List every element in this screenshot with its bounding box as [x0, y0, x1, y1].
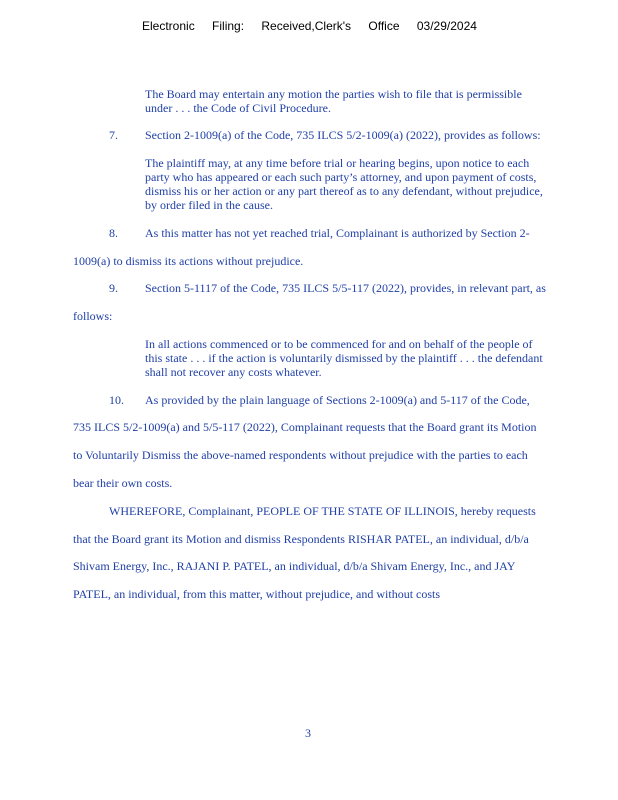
wherefore-line: PATEL, an individual, from this matter, without prejudice, and without costs: [73, 587, 441, 601]
quote-2-line: party who has appeared or each such party’s attorney, and upon payment of costs,: [145, 170, 537, 184]
paragraph-8-number: 8.: [109, 226, 118, 240]
paragraph-10-line: bear their own costs.: [73, 476, 173, 490]
quote-1-line: The Board may entertain any motion the parties wish to file that is permissible: [145, 87, 522, 101]
header-office: Office: [368, 19, 400, 33]
header-received: Received,Clerk's: [261, 19, 352, 33]
header-date: 03/29/2024: [416, 19, 477, 33]
wherefore-line: that the Board grant its Motion and dismiss Respondents RISHAR PATEL, an individual, d/b/a: [73, 532, 529, 546]
quote-2-line: by order filed in the cause.: [145, 198, 273, 212]
wherefore-line: Shivam Energy, Inc., RAJANI P. PATEL, an individual, d/b/a Shivam Energy, Inc., and JAY: [73, 559, 516, 573]
paragraph-10-line: to Voluntarily Dismiss the above-named respondents without prejudice with the parties to each: [73, 448, 528, 462]
quote-2-line: The plaintiff may, at any time before trial or hearing begins, upon notice to each: [145, 156, 530, 170]
quote-1-line: under . . . the Code of Civil Procedure.: [145, 101, 331, 115]
quote-3-line: this state . . . if the action is voluntarily dismissed by the plaintiff . . . the defendant: [145, 351, 543, 365]
filing-stamp-header: [142, 19, 491, 33]
paragraph-9-line: Section 5-1117 of the Code, 735 ILCS 5/5-117 (2022), provides, in relevant part, as: [145, 281, 546, 295]
paragraph-10-line: 735 ILCS 5/2-1009(a) and 5/5-117 (2022), Complainant requests that the Board grant its Motion: [73, 420, 537, 434]
paragraph-9-number: 9.: [109, 281, 118, 295]
header-filing: Filing:: [212, 19, 245, 33]
paragraph-8-line: As this matter has not yet reached trial, Complainant is authorized by Section 2-: [145, 226, 530, 240]
paragraph-9-line: follows:: [73, 309, 113, 323]
paragraph-7-text: Section 2-1009(a) of the Code, 735 ILCS 5/2-1009(a) (2022), provides as follows:: [145, 128, 541, 142]
quote-2-line: dismiss his or her action or any part thereof as to any defendant, without prejudice,: [145, 184, 543, 198]
paragraph-10-number: 10.: [109, 393, 124, 407]
paragraph-7-number: 7.: [109, 128, 118, 142]
paragraph-10-line: As provided by the plain language of Sections 2-1009(a) and 5-117 of the Code,: [145, 393, 530, 407]
header-electronic: Electronic: [142, 19, 195, 33]
quote-3-line: shall not recover any costs whatever.: [145, 365, 322, 379]
quote-3-line: In all actions commenced or to be commenced for and on behalf of the people of: [145, 337, 533, 351]
wherefore-line: WHEREFORE, Complainant, PEOPLE OF THE STATE OF ILLINOIS, hereby requests: [109, 504, 536, 518]
page-number: 3: [305, 726, 311, 740]
paragraph-8-line: 1009(a) to dismiss its actions without prejudice.: [73, 254, 304, 268]
